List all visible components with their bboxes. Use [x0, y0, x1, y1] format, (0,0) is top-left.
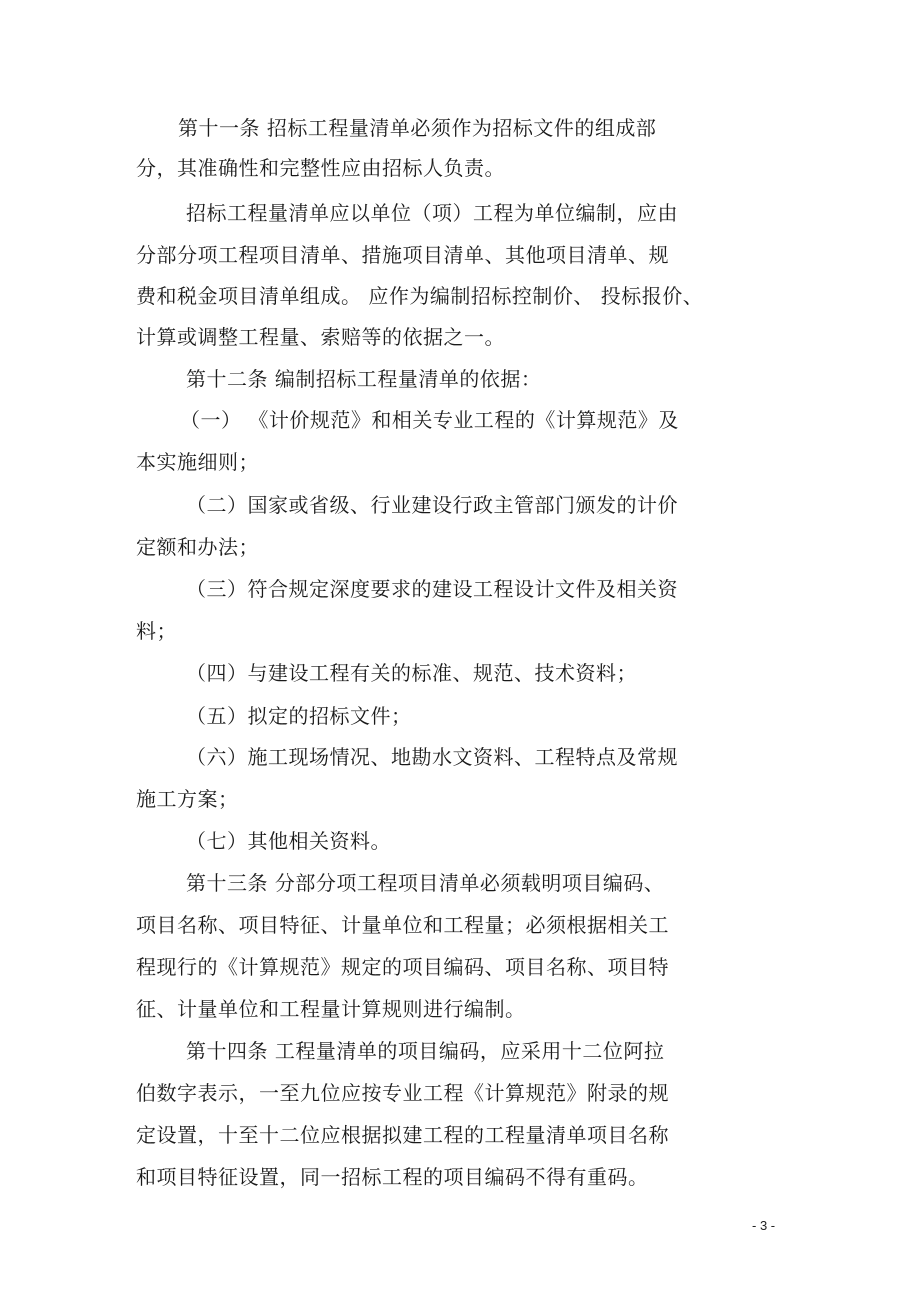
paragraph-line: 项目名称、项目特征、计量单位和工程量；必须根据相关工 — [136, 913, 669, 937]
paragraph-line: 和项目特征设置，同一招标工程的项目编码不得有重码。 — [136, 1165, 649, 1189]
paragraph-line: 本实施细则； — [136, 450, 259, 474]
paragraph-line: 定设置，十至十二位应根据拟建工程的工程量清单项目名称 — [136, 1123, 669, 1147]
paragraph-line: 伯数字表示，一至九位应按专业工程《计算规范》附录的规 — [136, 1081, 669, 1105]
paragraph-line: 料； — [136, 619, 177, 643]
paragraph-line: （五）拟定的招标文件； — [186, 704, 412, 728]
paragraph-line: 第十三条 分部分项工程项目清单必须载明项目编码、 — [186, 871, 665, 895]
page-number: - 3 - — [752, 1218, 776, 1233]
paragraph-line: 费和税金项目清单组成。 应作为编制招标控制价、 投标报价、 — [136, 284, 704, 308]
paragraph-line: （四）与建设工程有关的标准、规范、技术资料； — [186, 661, 637, 685]
paragraph-line: 施工方案； — [136, 787, 239, 811]
paragraph-line: （一） 《计价规范》和相关专业工程的《计算规范》及 — [180, 408, 679, 432]
paragraph-line: 第十四条 工程量清单的项目编码，应采用十二位阿拉 — [186, 1039, 665, 1063]
paragraph-line: 程现行的《计算规范》规定的项目编码、项目名称、项目特 — [136, 955, 669, 979]
paragraph-line: 定额和办法； — [136, 535, 259, 559]
paragraph-line: 分，其准确性和完整性应由招标人负责。 — [136, 156, 505, 180]
paragraph-line: （二）国家或省级、行业建设行政主管部门颁发的计价 — [186, 493, 678, 517]
paragraph-line: 计算或调整工程量、索赔等的依据之一。 — [136, 325, 505, 349]
paragraph-line: 第十一条 招标工程量清单必须作为招标文件的组成部 — [178, 116, 657, 140]
paragraph-line: 招标工程量清单应以单位（项）工程为单位编制，应由 — [186, 201, 678, 225]
paragraph-line: （三）符合规定深度要求的建设工程设计文件及相关资 — [186, 577, 678, 601]
paragraph-line: 第十二条 编制招标工程量清单的依据： — [186, 367, 542, 391]
paragraph-line: 分部分项工程项目清单、措施项目清单、其他项目清单、规 — [136, 243, 669, 267]
paragraph-line: （七）其他相关资料。 — [186, 829, 391, 853]
paragraph-line: 征、计量单位和工程量计算规则进行编制。 — [136, 997, 526, 1021]
paragraph-line: （六）施工现场情况、地勘水文资料、工程特点及常规 — [186, 745, 678, 769]
